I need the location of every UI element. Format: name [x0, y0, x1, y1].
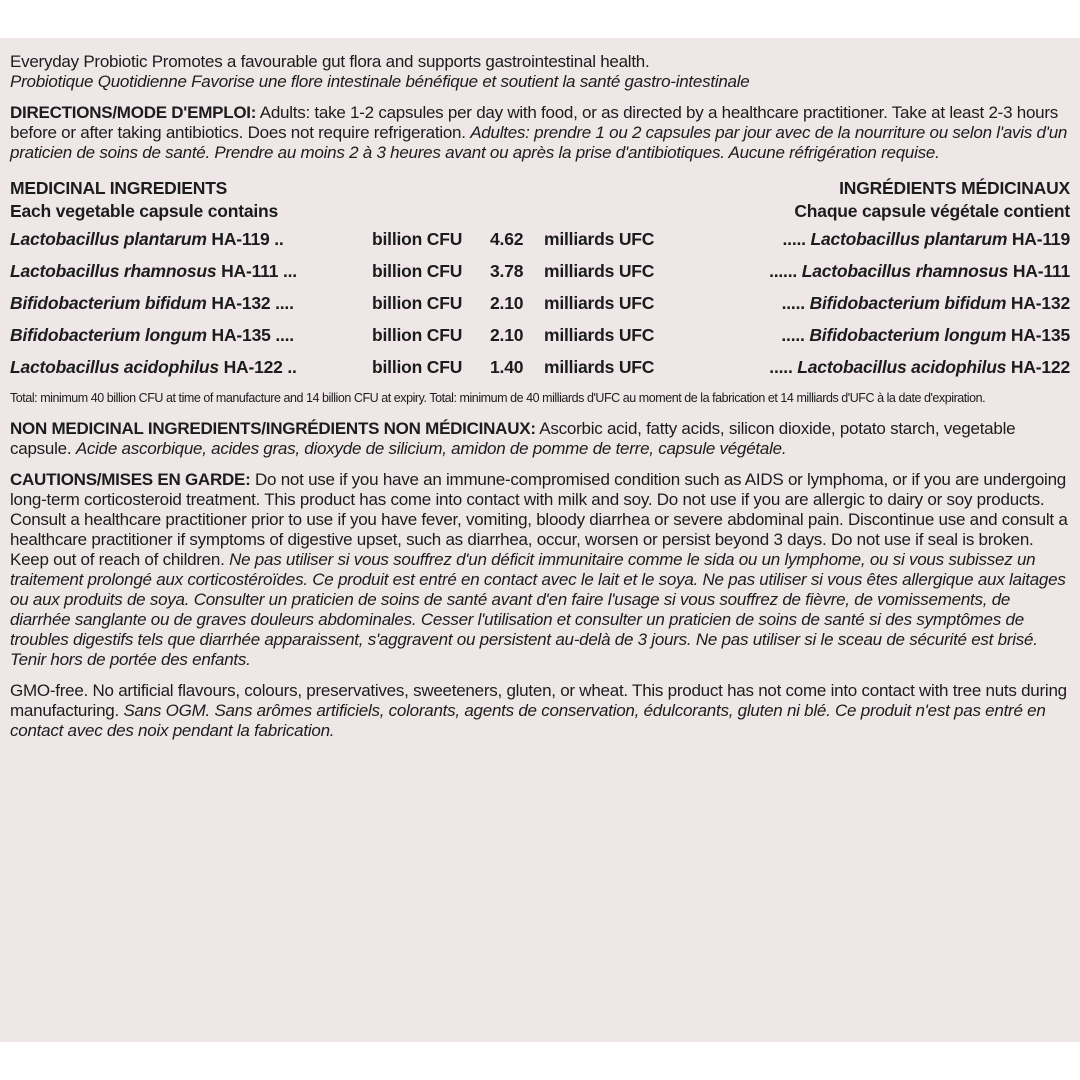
ingredient-strain: Lactobacillus acidophilus [10, 357, 219, 377]
ingredient-amount: 2.10 [490, 293, 524, 313]
ingredient-unit-french: milliards UFC [544, 293, 655, 313]
gmo-english: GMO-free. No artificial flavours, colours, preservatives, sweeteners, gluten, or wheat. This product has not come into contact with tree nuts during manufacturing. [10, 681, 1067, 720]
ingredient-row [10, 223, 1070, 255]
ingredient-name-english [10, 223, 372, 255]
ingredient-name-french [696, 255, 1070, 287]
ingredient-unit-english: billion CFU [372, 325, 463, 345]
ingredient-strain: Bifidobacterium bifidum [10, 293, 207, 313]
ingredient-name-french [696, 287, 1070, 319]
ingredient-code-french: HA-132 [1010, 293, 1070, 313]
medicinal-ingredients-section [10, 177, 1070, 408]
cautions-english: Do not use if you have an immune-compromised condition such as AIDS or lymphoma, or if you are undergoing long-term corticosteroid treatment. This product has come into contact with milk and soy. Do not use if you are allergic to dairy or soy products. Consult a healthcare practitioner prior to use if you have fever, vomiting, bloody diarrhea or severe abdominal pain. Discontinue use and consult a healthcare practitioner if symptoms of digestive upset, such as diarrhea, occur, worsen or persist beyond 3 days. Do not use if seal is broken. Keep out of reach of children. [10, 470, 1068, 569]
medicinal-subheading-english: Each vegetable capsule contains [10, 201, 279, 221]
ingredient-unit-french: milliards UFC [544, 325, 655, 345]
ingredient-strain-french: Bifidobacterium bifidum [809, 293, 1007, 313]
ingredient-strain-french: Lactobacillus rhamnosus [801, 261, 1009, 281]
ingredient-name-french [696, 319, 1070, 351]
non-medicinal-heading: NON MEDICINAL INGREDIENTS/INGRÉDIENTS NON MÉDICINAUX: [10, 419, 536, 438]
ingredient-amount: 2.10 [490, 325, 524, 345]
ingredient-unit-english: billion CFU [372, 261, 463, 281]
product-label [0, 38, 1080, 1042]
ingredient-code-french: HA-122 [1010, 357, 1070, 377]
ingredient-unit-english: billion CFU [372, 229, 463, 249]
gmo-section [10, 681, 1070, 741]
ingredient-code: HA-122 [223, 357, 283, 377]
ingredient-name-english [10, 351, 372, 383]
ingredient-unit-french: milliards UFC [544, 229, 655, 249]
non-medicinal-french: Acide ascorbique, acides gras, dioxyde de silicium, amidon de pomme de terre, capsule végétale. [75, 439, 787, 458]
ingredient-row [10, 287, 1070, 319]
ingredient-row [10, 319, 1070, 351]
ingredient-leader-dots: .... [275, 325, 294, 345]
ingredient-strain: Bifidobacterium longum [10, 325, 207, 345]
ingredient-strain: Lactobacillus plantarum [10, 229, 207, 249]
intro-english: Everyday Probiotic Promotes a favourable gut flora and supports gastrointestinal health. [10, 52, 650, 71]
ingredient-amount: 4.62 [490, 229, 524, 249]
ingredient-name-english [10, 287, 372, 319]
ingredient-code-french: HA-135 [1010, 325, 1070, 345]
ingredient-leader-dots-french: ..... [769, 357, 793, 377]
ingredient-row [10, 255, 1070, 287]
ingredient-strain-french: Lactobacillus plantarum [810, 229, 1008, 249]
cautions-french: Ne pas utiliser si vous souffrez d'un déficit immunitaire comme le sida ou un lymphome, ou si vous subissez un traitement prolongé aux corticostéroïdes. Ce produit est entré en contact avec le lait et le soya. Ne pas utiliser si vous êtes allergique aux laitages ou aux produits de soya. Consulter un praticien de soins de santé avant d'en faire l'usage si vous souffrez de fièvre, de vomissements, de diarrhée sanglante ou de graves douleurs abdominales. Cesser l'utilisation et consulter un praticien de soins de santé si des symptômes de troubles digestifs tels que diarrhée apparaissent, s'aggravent ou persistent au-delà de 3 jours. Ne pas utiliser si le sceau de sécurité est brisé. Tenir hors de portée des enfants. [10, 550, 1066, 669]
ingredient-name-french [696, 351, 1070, 383]
ingredient-unit-french: milliards UFC [544, 357, 655, 377]
ingredient-name-english [10, 319, 372, 351]
gmo-french: Sans OGM. Sans arômes artificiels, colorants, agents de conservation, édulcorants, gluten ni blé. Ce produit n'est pas entré en contact avec des noix pendant la fabrication. [10, 701, 1046, 740]
ingredient-row [10, 351, 1070, 383]
ingredient-code: HA-135 [211, 325, 271, 345]
ingredient-code: HA-119 [211, 229, 270, 249]
cautions-heading: CAUTIONS/MISES EN GARDE: [10, 470, 251, 489]
ingredient-amount: 3.78 [490, 261, 524, 281]
directions-section [10, 103, 1070, 163]
medicinal-heading-english: MEDICINAL INGREDIENTS [10, 178, 228, 198]
ingredient-code-french: HA-111 [1012, 261, 1070, 281]
directions-heading: DIRECTIONS/MODE D'EMPLOI: [10, 103, 257, 122]
ingredient-unit-french: milliards UFC [544, 261, 655, 281]
ingredient-unit-english: billion CFU [372, 357, 463, 377]
medicinal-heading-french: INGRÉDIENTS MÉDICINAUX [839, 178, 1070, 198]
non-medicinal-english: Ascorbic acid, fatty acids, silicon dioxide, potato starch, vegetable capsule. [10, 419, 1016, 458]
directions-french: Adultes: prendre 1 ou 2 capsules par jour avec de la nourriture ou selon l'avis d'un praticien de soins de santé. Prendre au moins 2 à 3 heures avant ou après la prise d'antibiotiques. Aucune réfrigération requise. [10, 123, 1068, 162]
medicinal-subheading-row [10, 200, 1070, 223]
directions-english: Adults: take 1-2 capsules per day with food, or as directed by a healthcare practitioner. Take at least 2-3 hours before or after taking antibiotics. Does not require refrigeration. [10, 103, 1059, 142]
cfu-total-note: Total: minimum 40 billion CFU at time of manufacture and 14 billion CFU at expiry. Total: minimum de 40 milliards d'UFC au moment de la fabrication et 14 milliards d'UFC à la date d'expiration. [10, 391, 986, 405]
ingredient-leader-dots-french: ..... [781, 293, 805, 313]
ingredient-amount: 1.40 [490, 357, 524, 377]
medicinal-subheading-french: Chaque capsule végétale contient [794, 201, 1070, 221]
ingredient-leader-dots-french: ..... [782, 229, 806, 249]
ingredient-leader-dots-french: ..... [781, 325, 805, 345]
ingredient-name-french [696, 223, 1070, 255]
ingredient-leader-dots: ... [282, 261, 297, 281]
ingredient-strain: Lactobacillus rhamnosus [10, 261, 217, 281]
ingredient-leader-dots-french: ...... [769, 261, 798, 281]
ingredient-leader-dots: .. [274, 229, 284, 249]
cautions-section [10, 470, 1070, 670]
medicinal-heading-row [10, 177, 1070, 200]
ingredient-name-english [10, 255, 372, 287]
ingredient-leader-dots: .. [287, 357, 297, 377]
ingredient-code: HA-132 [211, 293, 271, 313]
ingredient-strain-french: Bifidobacterium longum [809, 325, 1007, 345]
intro-section [10, 52, 1070, 92]
ingredient-code: HA-111 [221, 261, 279, 281]
intro-french: Probiotique Quotidienne Favorise une flore intestinale bénéfique et soutient la santé gastro-intestinale [10, 72, 750, 91]
ingredient-list [10, 223, 1070, 383]
non-medicinal-section [10, 419, 1070, 459]
ingredient-unit-english: billion CFU [372, 293, 463, 313]
ingredient-code-french: HA-119 [1011, 229, 1070, 249]
ingredient-strain-french: Lactobacillus acidophilus [797, 357, 1007, 377]
ingredient-leader-dots: .... [275, 293, 294, 313]
